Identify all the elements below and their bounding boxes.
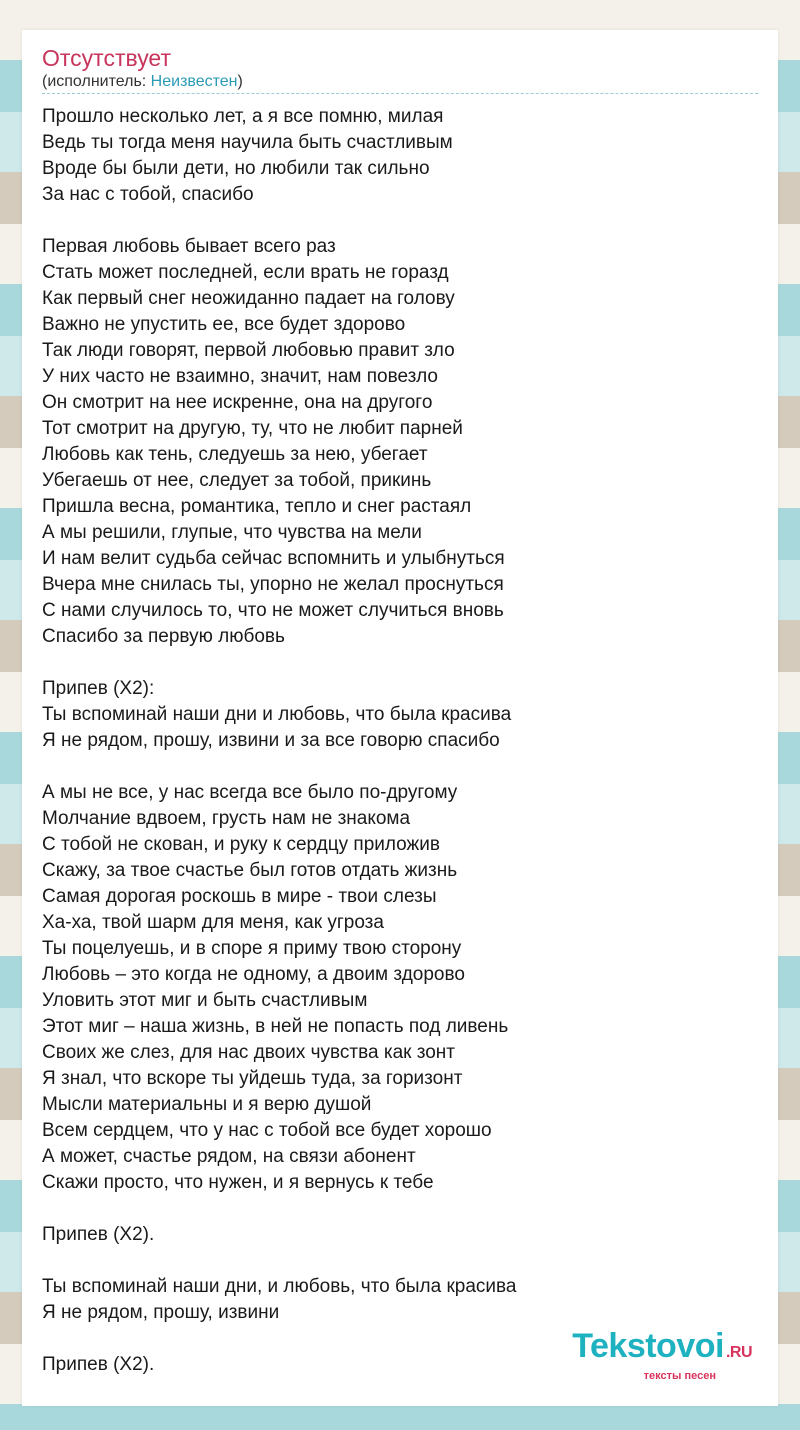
lyric-line: С тобой не скован, и руку к сердцу приложив bbox=[42, 834, 440, 855]
lyric-line: Припев (Х2). bbox=[42, 1354, 155, 1375]
artist-suffix: ) bbox=[237, 73, 243, 90]
lyric-line: Ты вспоминай наши дни и любовь, что была красива bbox=[42, 704, 512, 725]
lyric-line: Своих же слез, для нас двоих чувства как зонт bbox=[42, 1042, 455, 1063]
lyric-line: Вчера мне снилась ты, упорно не желал проснуться bbox=[42, 574, 504, 595]
lyric-blank-line bbox=[42, 754, 758, 780]
song-title: Отсутствует bbox=[42, 45, 171, 71]
lyric-line: Этот миг – наша жизнь, в ней не попасть под ливень bbox=[42, 1016, 509, 1037]
artist-link[interactable]: Неизвестен bbox=[150, 73, 238, 90]
lyric-line: Любовь – это когда не одному, а двоим здорово bbox=[42, 964, 465, 985]
lyric-line: Убегаешь от нее, следует за тобой, прикинь bbox=[42, 470, 432, 491]
lyric-line: За нас с тобой, спасибо bbox=[42, 184, 254, 205]
logo-tagline: тексты песен bbox=[643, 1370, 716, 1382]
lyrics-text bbox=[42, 104, 758, 1378]
lyric-line: Ха-ха, твой шарм для меня, как угроза bbox=[42, 912, 384, 933]
site-logo[interactable] bbox=[572, 1329, 752, 1382]
lyric-line: С нами случилось то, что не может случиться вновь bbox=[42, 600, 504, 621]
lyric-line: Так люди говорят, первой любовью правит зло bbox=[42, 340, 455, 361]
lyric-line: Самая дорогая роскошь в мире - твои слезы bbox=[42, 886, 437, 907]
logo-name: Tekstovoi bbox=[572, 1327, 724, 1365]
lyric-line: Ты вспоминай наши дни, и любовь, что была красива bbox=[42, 1276, 517, 1297]
lyric-line: Мысли материальны и я верю душой bbox=[42, 1094, 372, 1115]
lyric-line: Стать может последней, если врать не горазд bbox=[42, 262, 449, 283]
lyric-line: Любовь как тень, следуешь за нею, убегает bbox=[42, 444, 428, 465]
lyric-line: Я не рядом, прошу, извини bbox=[42, 1302, 280, 1323]
lyric-line: Важно не упустить ее, все будет здорово bbox=[42, 314, 406, 335]
logo-wordmark bbox=[572, 1329, 752, 1370]
lyric-line: Пришла весна, романтика, тепло и снег растаял bbox=[42, 496, 472, 517]
lyric-blank-line bbox=[42, 208, 758, 234]
lyric-line: Скажи просто, что нужен, и я вернусь к тебе bbox=[42, 1172, 434, 1193]
artist-line bbox=[42, 72, 243, 92]
lyric-line: Всем сердцем, что у нас с тобой все будет хорошо bbox=[42, 1120, 492, 1141]
lyric-line: Вроде бы были дети, но любили так сильно bbox=[42, 158, 430, 179]
lyric-line: Ведь ты тогда меня научила быть счастливым bbox=[42, 132, 453, 153]
lyric-line: Припев (Х2). bbox=[42, 1224, 155, 1245]
lyric-line: Он смотрит на нее искренне, она на другого bbox=[42, 392, 433, 413]
artist-prefix: (исполнитель: bbox=[42, 73, 151, 90]
lyric-line: Тот смотрит на другую, ту, что не любит парней bbox=[42, 418, 463, 439]
lyric-line: Я не рядом, прошу, извини и за все говорю спасибо bbox=[42, 730, 500, 751]
logo-tld: .RU bbox=[725, 1344, 752, 1361]
lyric-line: Ты поцелуешь, и в споре я приму твою сторону bbox=[42, 938, 462, 959]
lyric-line: Первая любовь бывает всего раз bbox=[42, 236, 336, 257]
lyric-blank-line bbox=[42, 1248, 758, 1274]
lyric-line: А мы решили, глупые, что чувства на мели bbox=[42, 522, 422, 543]
lyric-line: Я знал, что вскоре ты уйдешь туда, за горизонт bbox=[42, 1068, 463, 1089]
lyric-line: Уловить этот миг и быть счастливым bbox=[42, 990, 368, 1011]
lyric-line: А может, счастье рядом, на связи абонент bbox=[42, 1146, 416, 1167]
lyrics-card bbox=[22, 30, 778, 1406]
lyric-line: Спасибо за первую любовь bbox=[42, 626, 285, 647]
lyric-line: Скажу, за твое счастье был готов отдать жизнь bbox=[42, 860, 458, 881]
lyric-blank-line bbox=[42, 1196, 758, 1222]
header-divider bbox=[42, 93, 758, 94]
lyric-line: А мы не все, у нас всегда все было по-другому bbox=[42, 782, 458, 803]
lyric-line: Прошло несколько лет, а я все помню, милая bbox=[42, 106, 444, 127]
lyric-line: Молчание вдвоем, грусть нам не знакома bbox=[42, 808, 411, 829]
lyric-line: У них часто не взаимно, значит, нам повезло bbox=[42, 366, 438, 387]
lyric-line: Припев (Х2): bbox=[42, 678, 155, 699]
lyric-blank-line bbox=[42, 650, 758, 676]
lyric-line: И нам велит судьба сейчас вспомнить и улыбнуться bbox=[42, 548, 505, 569]
lyric-line: Как первый снег неожиданно падает на голову bbox=[42, 288, 455, 309]
